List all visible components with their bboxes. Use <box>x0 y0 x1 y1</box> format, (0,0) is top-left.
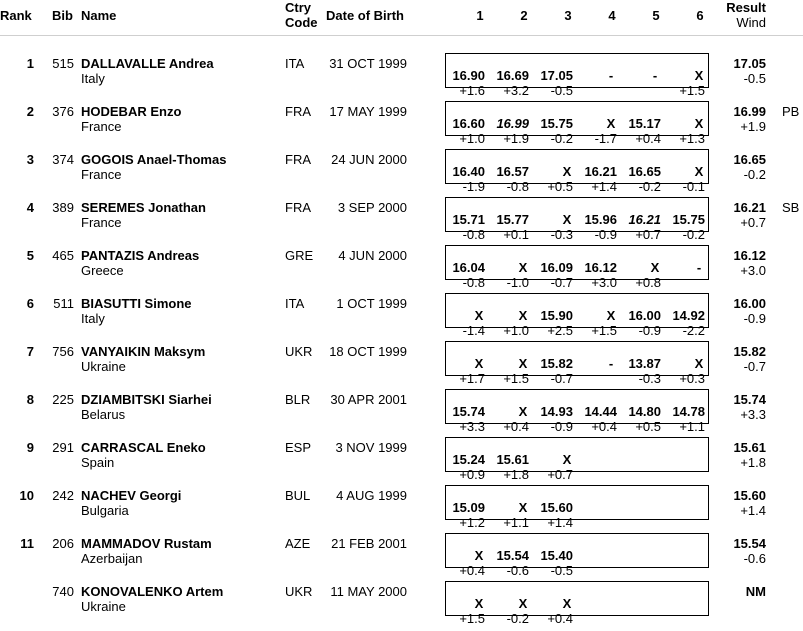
country-name: Greece <box>81 263 124 278</box>
rank-header: Rank <box>0 8 32 23</box>
result-mark: NM <box>745 584 766 599</box>
attempt-5-wind: -0.2 <box>638 179 661 194</box>
attempt-2-mark: X <box>518 260 528 275</box>
attempt-6-mark: 15.75 <box>672 212 705 227</box>
attempt-1-wind: +1.5 <box>459 611 485 626</box>
table-row <box>0 425 803 482</box>
attempt-3-wind: +1.4 <box>547 515 573 530</box>
attempt-3-wind: -0.9 <box>550 419 573 434</box>
attempt-2-wind: +0.1 <box>503 227 529 242</box>
attempt-5-wind: +0.8 <box>635 275 661 290</box>
athlete-name: KONOVALENKO Artem <box>81 584 224 599</box>
country-code: ESP <box>285 440 312 455</box>
attempts-box <box>445 293 709 338</box>
date-of-birth: 24 JUN 2000 <box>331 152 407 167</box>
attempt-5-mark: 16.65 <box>628 164 661 179</box>
country-name: Italy <box>81 71 105 86</box>
country-name: Italy <box>81 311 105 326</box>
athlete-name: GOGOIS Anael-Thomas <box>81 152 227 167</box>
athlete-name: NACHEV Georgi <box>81 488 182 503</box>
attempt-3-wind: -0.3 <box>550 227 573 242</box>
bib-cell: 376 <box>52 104 74 119</box>
date-of-birth: 18 OCT 1999 <box>329 344 407 359</box>
result-mark: 16.99 <box>733 104 766 119</box>
country-code: BUL <box>285 488 311 503</box>
bib-cell: 291 <box>52 440 74 455</box>
attempt-5-mark: 14.80 <box>628 404 661 419</box>
attempt-1-mark: X <box>474 356 484 371</box>
attempt-4-mark: 15.96 <box>584 212 617 227</box>
rank-cell: 4 <box>26 200 34 215</box>
country-name: Ukraine <box>81 599 126 614</box>
attempt-6-wind: +1.1 <box>679 419 705 434</box>
athlete-name: DZIAMBITSKI Siarhei <box>81 392 212 407</box>
attempt-1-wind: +1.6 <box>459 83 485 98</box>
athlete-name: SEREMES Jonathan <box>81 200 206 215</box>
bib-cell: 206 <box>52 536 74 551</box>
bib-cell: 740 <box>52 584 74 599</box>
attempt-2-mark: 16.57 <box>496 164 529 179</box>
table-row <box>0 137 803 194</box>
result-wind: -0.6 <box>743 551 766 566</box>
attempt-6-wind: -2.2 <box>682 323 705 338</box>
country-code: ITA <box>285 56 305 71</box>
bib-header: Bib <box>52 8 73 23</box>
attempt-2-mark: X <box>518 308 528 323</box>
attempt-1-mark: 16.04 <box>452 260 485 275</box>
bib-cell: 511 <box>53 296 74 311</box>
country-code: FRA <box>285 104 311 119</box>
country-code: ITA <box>285 296 305 311</box>
record-note: PB <box>782 104 800 119</box>
bib-cell: 515 <box>52 56 74 71</box>
attempt-4-mark: 16.21 <box>584 164 617 179</box>
country-name: France <box>81 167 122 182</box>
attempt-5-wind: -0.9 <box>638 323 661 338</box>
attempts-box <box>445 245 709 290</box>
attempt-6-wind: +1.3 <box>679 131 705 146</box>
attempts-box <box>445 149 709 194</box>
result-mark: 17.05 <box>733 56 766 71</box>
bib-cell: 465 <box>52 248 74 263</box>
attempt-4-header: 4 <box>608 8 616 23</box>
country-name: Belarus <box>81 407 126 422</box>
attempt-6-wind: -0.2 <box>682 227 705 242</box>
attempt-1-mark: X <box>474 308 484 323</box>
attempt-2-wind: -0.2 <box>506 611 529 626</box>
date-of-birth: 17 MAY 1999 <box>329 104 407 119</box>
result-mark: 15.82 <box>733 344 766 359</box>
country-code: FRA <box>285 152 311 167</box>
table-row <box>0 185 803 242</box>
attempt-1-mark: 16.90 <box>452 68 485 83</box>
attempt-5-wind: +0.5 <box>635 419 661 434</box>
bib-cell: 756 <box>52 344 74 359</box>
attempt-4-wind: -0.9 <box>594 227 617 242</box>
attempt-3-mark: 14.93 <box>540 404 573 419</box>
attempt-3-wind: +0.4 <box>547 611 573 626</box>
attempt-5-wind: +0.4 <box>635 131 661 146</box>
attempt-4-mark: 14.44 <box>584 404 617 419</box>
attempts-box <box>445 341 709 386</box>
record-note: SB <box>782 200 800 215</box>
country-code-header-line2: Code <box>285 15 318 30</box>
athlete-name: VANYAIKIN Maksym <box>81 344 206 359</box>
rank-cell: 7 <box>26 344 34 359</box>
attempt-2-mark: 15.61 <box>496 452 529 467</box>
attempt-4-wind: -1.7 <box>594 131 617 146</box>
attempt-5-mark: 16.21 <box>628 212 661 227</box>
rank-cell: 11 <box>20 536 34 551</box>
country-code: UKR <box>285 584 313 599</box>
attempt-1-mark: 15.24 <box>452 452 485 467</box>
country-name: Azerbaijan <box>81 551 143 566</box>
attempt-6-wind: +0.3 <box>679 371 705 386</box>
attempt-1-wind: +3.3 <box>459 419 485 434</box>
attempts-box <box>445 533 709 578</box>
attempt-6-mark: X <box>694 164 704 179</box>
country-code: UKR <box>285 344 313 359</box>
attempt-2-header: 2 <box>520 8 528 23</box>
attempt-3-wind: +2.5 <box>547 323 573 338</box>
attempt-2-wind: +0.4 <box>503 419 529 434</box>
result-mark: 16.21 <box>733 200 766 215</box>
table-row <box>0 281 803 338</box>
attempt-2-mark: X <box>518 596 528 611</box>
country-name: Ukraine <box>81 359 126 374</box>
attempt-3-mark: 15.60 <box>540 500 573 515</box>
attempt-4-wind: +3.0 <box>591 275 617 290</box>
attempt-5-mark: 16.00 <box>628 308 661 323</box>
attempt-6-wind: +1.5 <box>679 83 705 98</box>
attempt-6-mark: 14.78 <box>672 404 705 419</box>
attempt-3-mark: 15.90 <box>540 308 573 323</box>
attempt-1-wind: +1.0 <box>459 131 485 146</box>
rank-cell: 1 <box>26 56 34 71</box>
attempt-1-wind: -0.8 <box>462 275 485 290</box>
result-wind: +1.4 <box>740 503 766 518</box>
result-mark: 15.60 <box>733 488 766 503</box>
country-code-header-line1: Ctry <box>285 0 312 15</box>
attempt-2-wind: +1.5 <box>503 371 529 386</box>
attempt-2-wind: +1.9 <box>503 131 529 146</box>
attempt-3-mark: X <box>562 164 572 179</box>
country-code: GRE <box>285 248 314 263</box>
attempt-3-wind: -0.7 <box>550 275 573 290</box>
attempt-3-mark: X <box>562 212 572 227</box>
athlete-name: PANTAZIS Andreas <box>81 248 200 263</box>
attempt-6-mark: 14.92 <box>672 308 705 323</box>
attempt-4-mark: - <box>608 68 614 83</box>
attempt-4-mark: - <box>608 356 614 371</box>
athlete-name: MAMMADOV Rustam <box>81 536 212 551</box>
attempt-4-mark: 16.12 <box>584 260 617 275</box>
attempt-3-wind: -0.2 <box>550 131 573 146</box>
attempt-6-mark: - <box>696 260 702 275</box>
result-mark: 16.00 <box>733 296 766 311</box>
table-row <box>0 233 803 290</box>
result-mark: 15.74 <box>733 392 766 407</box>
attempt-1-wind: +1.2 <box>459 515 485 530</box>
attempt-1-mark: 15.09 <box>452 500 485 515</box>
attempt-6-mark: X <box>694 68 704 83</box>
attempt-5-header: 5 <box>652 8 660 23</box>
attempt-5-mark: X <box>650 260 660 275</box>
attempt-1-wind: -0.8 <box>462 227 485 242</box>
attempt-3-wind: -0.5 <box>550 83 573 98</box>
attempt-5-mark: 13.87 <box>628 356 661 371</box>
bib-cell: 225 <box>52 392 74 407</box>
attempt-5-mark: 15.17 <box>628 116 661 131</box>
attempt-4-wind: +1.4 <box>591 179 617 194</box>
date-of-birth: 31 OCT 1999 <box>329 56 407 71</box>
attempt-2-wind: -1.0 <box>506 275 529 290</box>
attempt-3-wind: -0.5 <box>550 563 573 578</box>
attempts-box <box>445 53 709 98</box>
result-wind: -0.7 <box>743 359 766 374</box>
attempt-1-header: 1 <box>476 8 484 23</box>
date-of-birth: 21 FEB 2001 <box>331 536 407 551</box>
result-wind: +3.0 <box>740 263 766 278</box>
table-row <box>0 569 803 626</box>
attempt-2-mark: 16.99 <box>496 116 529 131</box>
athlete-name: CARRASCAL Eneko <box>81 440 206 455</box>
attempt-2-wind: +3.2 <box>503 83 529 98</box>
result-wind: +0.7 <box>740 215 766 230</box>
country-name: France <box>81 119 122 134</box>
attempt-3-mark: 16.09 <box>540 260 573 275</box>
date-of-birth-header: Date of Birth <box>326 8 404 23</box>
result-mark: 15.61 <box>733 440 766 455</box>
attempt-1-mark: 15.74 <box>452 404 485 419</box>
date-of-birth: 4 JUN 2000 <box>338 248 407 263</box>
attempts-box <box>445 437 709 482</box>
attempt-6-mark: X <box>694 356 704 371</box>
rank-cell: 6 <box>26 296 34 311</box>
athlete-name: DALLAVALLE Andrea <box>81 56 214 71</box>
attempt-1-wind: +0.4 <box>459 563 485 578</box>
attempt-1-mark: 16.40 <box>452 164 485 179</box>
attempts-box <box>445 485 709 530</box>
attempt-2-mark: 15.54 <box>496 548 529 563</box>
attempts-box <box>445 101 709 146</box>
athlete-name: HODEBAR Enzo <box>81 104 182 119</box>
bib-cell: 389 <box>52 200 74 215</box>
result-wind: -0.9 <box>743 311 766 326</box>
attempt-1-mark: X <box>474 548 484 563</box>
attempt-1-wind: +1.7 <box>459 371 485 386</box>
attempts-box <box>445 389 709 434</box>
result-wind: +1.9 <box>740 119 766 134</box>
attempts-box <box>445 581 709 626</box>
attempt-2-mark: X <box>518 356 528 371</box>
date-of-birth: 3 SEP 2000 <box>337 200 407 215</box>
attempt-5-mark: - <box>652 68 658 83</box>
attempt-5-wind: -0.3 <box>638 371 661 386</box>
attempt-2-wind: +1.8 <box>503 467 529 482</box>
result-wind: -0.5 <box>743 71 766 86</box>
attempt-2-mark: X <box>518 500 528 515</box>
rank-cell: 3 <box>26 152 34 167</box>
result-wind: +3.3 <box>740 407 766 422</box>
country-code: BLR <box>285 392 311 407</box>
attempt-3-header: 3 <box>564 8 572 23</box>
result-wind: +1.8 <box>740 455 766 470</box>
athlete-name: BIASUTTI Simone <box>81 296 192 311</box>
table-row <box>0 521 803 578</box>
rank-cell: 2 <box>26 104 34 119</box>
table-row <box>0 329 803 386</box>
attempt-6-mark: X <box>694 116 704 131</box>
attempts-box <box>445 197 709 242</box>
bib-cell: 374 <box>52 152 74 167</box>
table-row <box>0 89 803 146</box>
attempt-3-wind: +0.5 <box>547 179 573 194</box>
country-code: FRA <box>285 200 311 215</box>
attempt-2-mark: 16.69 <box>496 68 529 83</box>
attempt-1-mark: 15.71 <box>452 212 485 227</box>
attempt-4-mark: X <box>606 308 616 323</box>
country-code: AZE <box>285 536 311 551</box>
date-of-birth: 1 OCT 1999 <box>336 296 407 311</box>
wind-header: Wind <box>736 15 766 30</box>
attempt-3-mark: X <box>562 596 572 611</box>
attempt-1-wind: -1.4 <box>462 323 485 338</box>
rank-cell: 9 <box>26 440 34 455</box>
attempt-3-wind: -0.7 <box>550 371 573 386</box>
table-row <box>0 377 803 434</box>
attempt-2-mark: 15.77 <box>496 212 529 227</box>
result-mark: 16.65 <box>733 152 766 167</box>
attempt-4-mark: X <box>606 116 616 131</box>
result-header: Result <box>726 0 766 15</box>
attempt-3-wind: +0.7 <box>547 467 573 482</box>
rank-cell: 10 <box>19 488 34 503</box>
rank-cell: 8 <box>26 392 34 407</box>
table-row <box>0 473 803 530</box>
result-wind: -0.2 <box>743 167 766 182</box>
attempt-2-wind: +1.0 <box>503 323 529 338</box>
attempt-1-wind: +0.9 <box>459 467 485 482</box>
date-of-birth: 3 NOV 1999 <box>335 440 407 455</box>
attempt-3-mark: 17.05 <box>540 68 573 83</box>
result-mark: 15.54 <box>733 536 766 551</box>
attempt-4-wind: +1.5 <box>591 323 617 338</box>
attempt-3-mark: X <box>562 452 572 467</box>
date-of-birth: 4 AUG 1999 <box>336 488 407 503</box>
attempt-3-mark: 15.82 <box>540 356 573 371</box>
attempt-2-wind: +1.1 <box>503 515 529 530</box>
bib-cell: 242 <box>52 488 74 503</box>
attempt-1-wind: -1.9 <box>462 179 485 194</box>
attempt-1-mark: 16.60 <box>452 116 485 131</box>
name-header: Name <box>81 8 117 23</box>
attempt-2-wind: -0.8 <box>506 179 529 194</box>
attempt-3-mark: 15.40 <box>540 548 573 563</box>
country-name: France <box>81 215 122 230</box>
country-name: Spain <box>81 455 115 470</box>
attempt-4-wind: +0.4 <box>591 419 617 434</box>
attempt-1-mark: X <box>474 596 484 611</box>
attempt-2-wind: -0.6 <box>506 563 529 578</box>
attempt-3-mark: 15.75 <box>540 116 573 131</box>
date-of-birth: 11 MAY 2000 <box>330 584 407 599</box>
country-name: Bulgaria <box>81 503 129 518</box>
result-mark: 16.12 <box>733 248 766 263</box>
rank-cell: 5 <box>26 248 34 263</box>
attempt-5-wind: +0.7 <box>635 227 661 242</box>
table-row <box>0 41 803 98</box>
attempt-6-header: 6 <box>696 8 704 23</box>
date-of-birth: 30 APR 2001 <box>330 392 407 407</box>
attempt-2-mark: X <box>518 404 528 419</box>
attempt-6-wind: -0.1 <box>682 179 705 194</box>
